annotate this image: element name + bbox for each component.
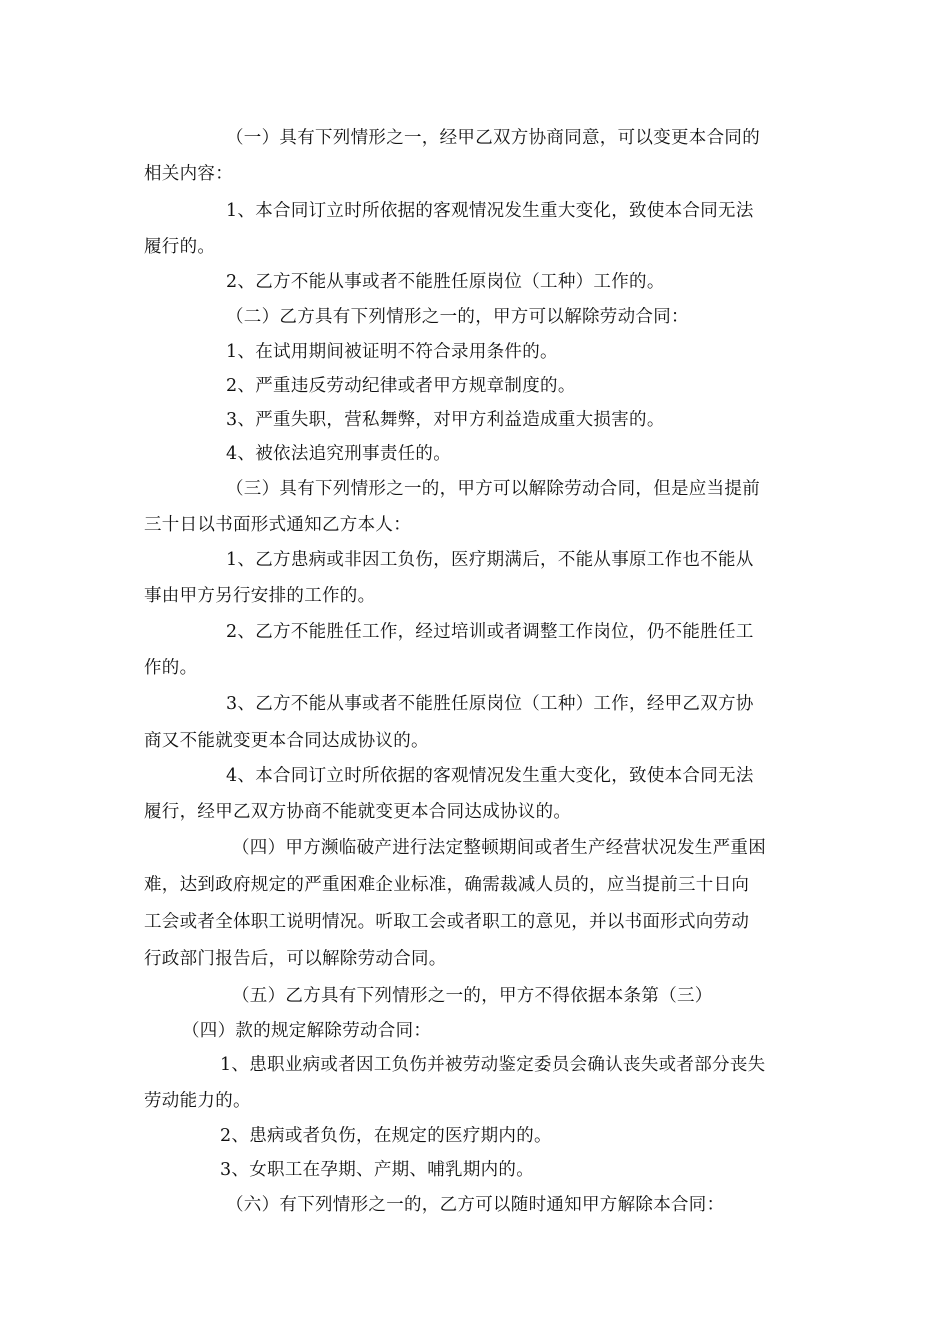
text-line: （三）具有下列情形之一的，甲方可以解除劳动合同，但是应当提前 [226, 479, 760, 499]
text-line: 2、乙方不能从事或者不能胜任原岗位（工种）工作的。 [226, 272, 665, 292]
text-line: 2、乙方不能胜任工作，经过培训或者调整工作岗位，仍不能胜任工 [226, 622, 754, 642]
text-line: 3、女职工在孕期、产期、哺乳期内的。 [220, 1160, 535, 1180]
text-line: 履行的。 [144, 237, 216, 257]
text-line: 4、本合同订立时所依据的客观情况发生重大变化，致使本合同无法 [226, 766, 754, 786]
text-line: 1、在试用期间被证明不符合录用条件的。 [226, 342, 558, 362]
text-line: 相关内容： [144, 164, 233, 184]
text-line: （六）有下列情形之一的，乙方可以随时通知甲方解除本合同： [226, 1195, 725, 1215]
text-line: 1、患职业病或者因工负伤并被劳动鉴定委员会确认丧失或者部分丧失 [220, 1055, 766, 1075]
text-line: 劳动能力的。 [144, 1091, 251, 1111]
text-line: 三十日以书面形式通知乙方本人： [144, 515, 411, 535]
text-line: （一）具有下列情形之一，经甲乙双方协商同意，可以变更本合同的 [226, 128, 760, 148]
text-line: 2、严重违反劳动纪律或者甲方规章制度的。 [226, 376, 576, 396]
text-line: 事由甲方另行安排的工作的。 [144, 586, 376, 606]
text-line: 2、患病或者负伤，在规定的医疗期内的。 [220, 1126, 552, 1146]
text-line: 工会或者全体职工说明情况。听取工会或者职工的意见，并以书面形式向劳动 [144, 912, 750, 932]
text-line: （四）款的规定解除劳动合同： [182, 1021, 432, 1041]
text-line: （二）乙方具有下列情形之一的，甲方可以解除劳动合同： [226, 307, 689, 327]
text-line: 行政部门报告后，可以解除劳动合同。 [144, 949, 447, 969]
text-line: 3、乙方不能从事或者不能胜任原岗位（工种）工作，经甲乙双方协 [226, 694, 754, 714]
text-line: 作的。 [144, 658, 198, 678]
text-line: 履行，经甲乙双方协商不能就变更本合同达成协议的。 [144, 802, 572, 822]
text-line: 1、乙方患病或非因工负伤，医疗期满后，不能从事原工作也不能从 [226, 550, 754, 570]
text-line: （五）乙方具有下列情形之一的，甲方不得依据本条第（三） [232, 986, 713, 1006]
text-line: 商又不能就变更本合同达成协议的。 [144, 731, 429, 751]
text-line: （四）甲方濒临破产进行法定整顿期间或者生产经营状况发生严重困 [232, 838, 766, 858]
text-line: 3、严重失职，营私舞弊，对甲方利益造成重大损害的。 [226, 410, 665, 430]
text-line: 4、被依法追究刑事责任的。 [226, 444, 452, 464]
text-line: 难，达到政府规定的严重困难企业标准，确需裁减人员的，应当提前三十日向 [144, 875, 750, 895]
text-line: 1、本合同订立时所依据的客观情况发生重大变化，致使本合同无法 [226, 201, 754, 221]
